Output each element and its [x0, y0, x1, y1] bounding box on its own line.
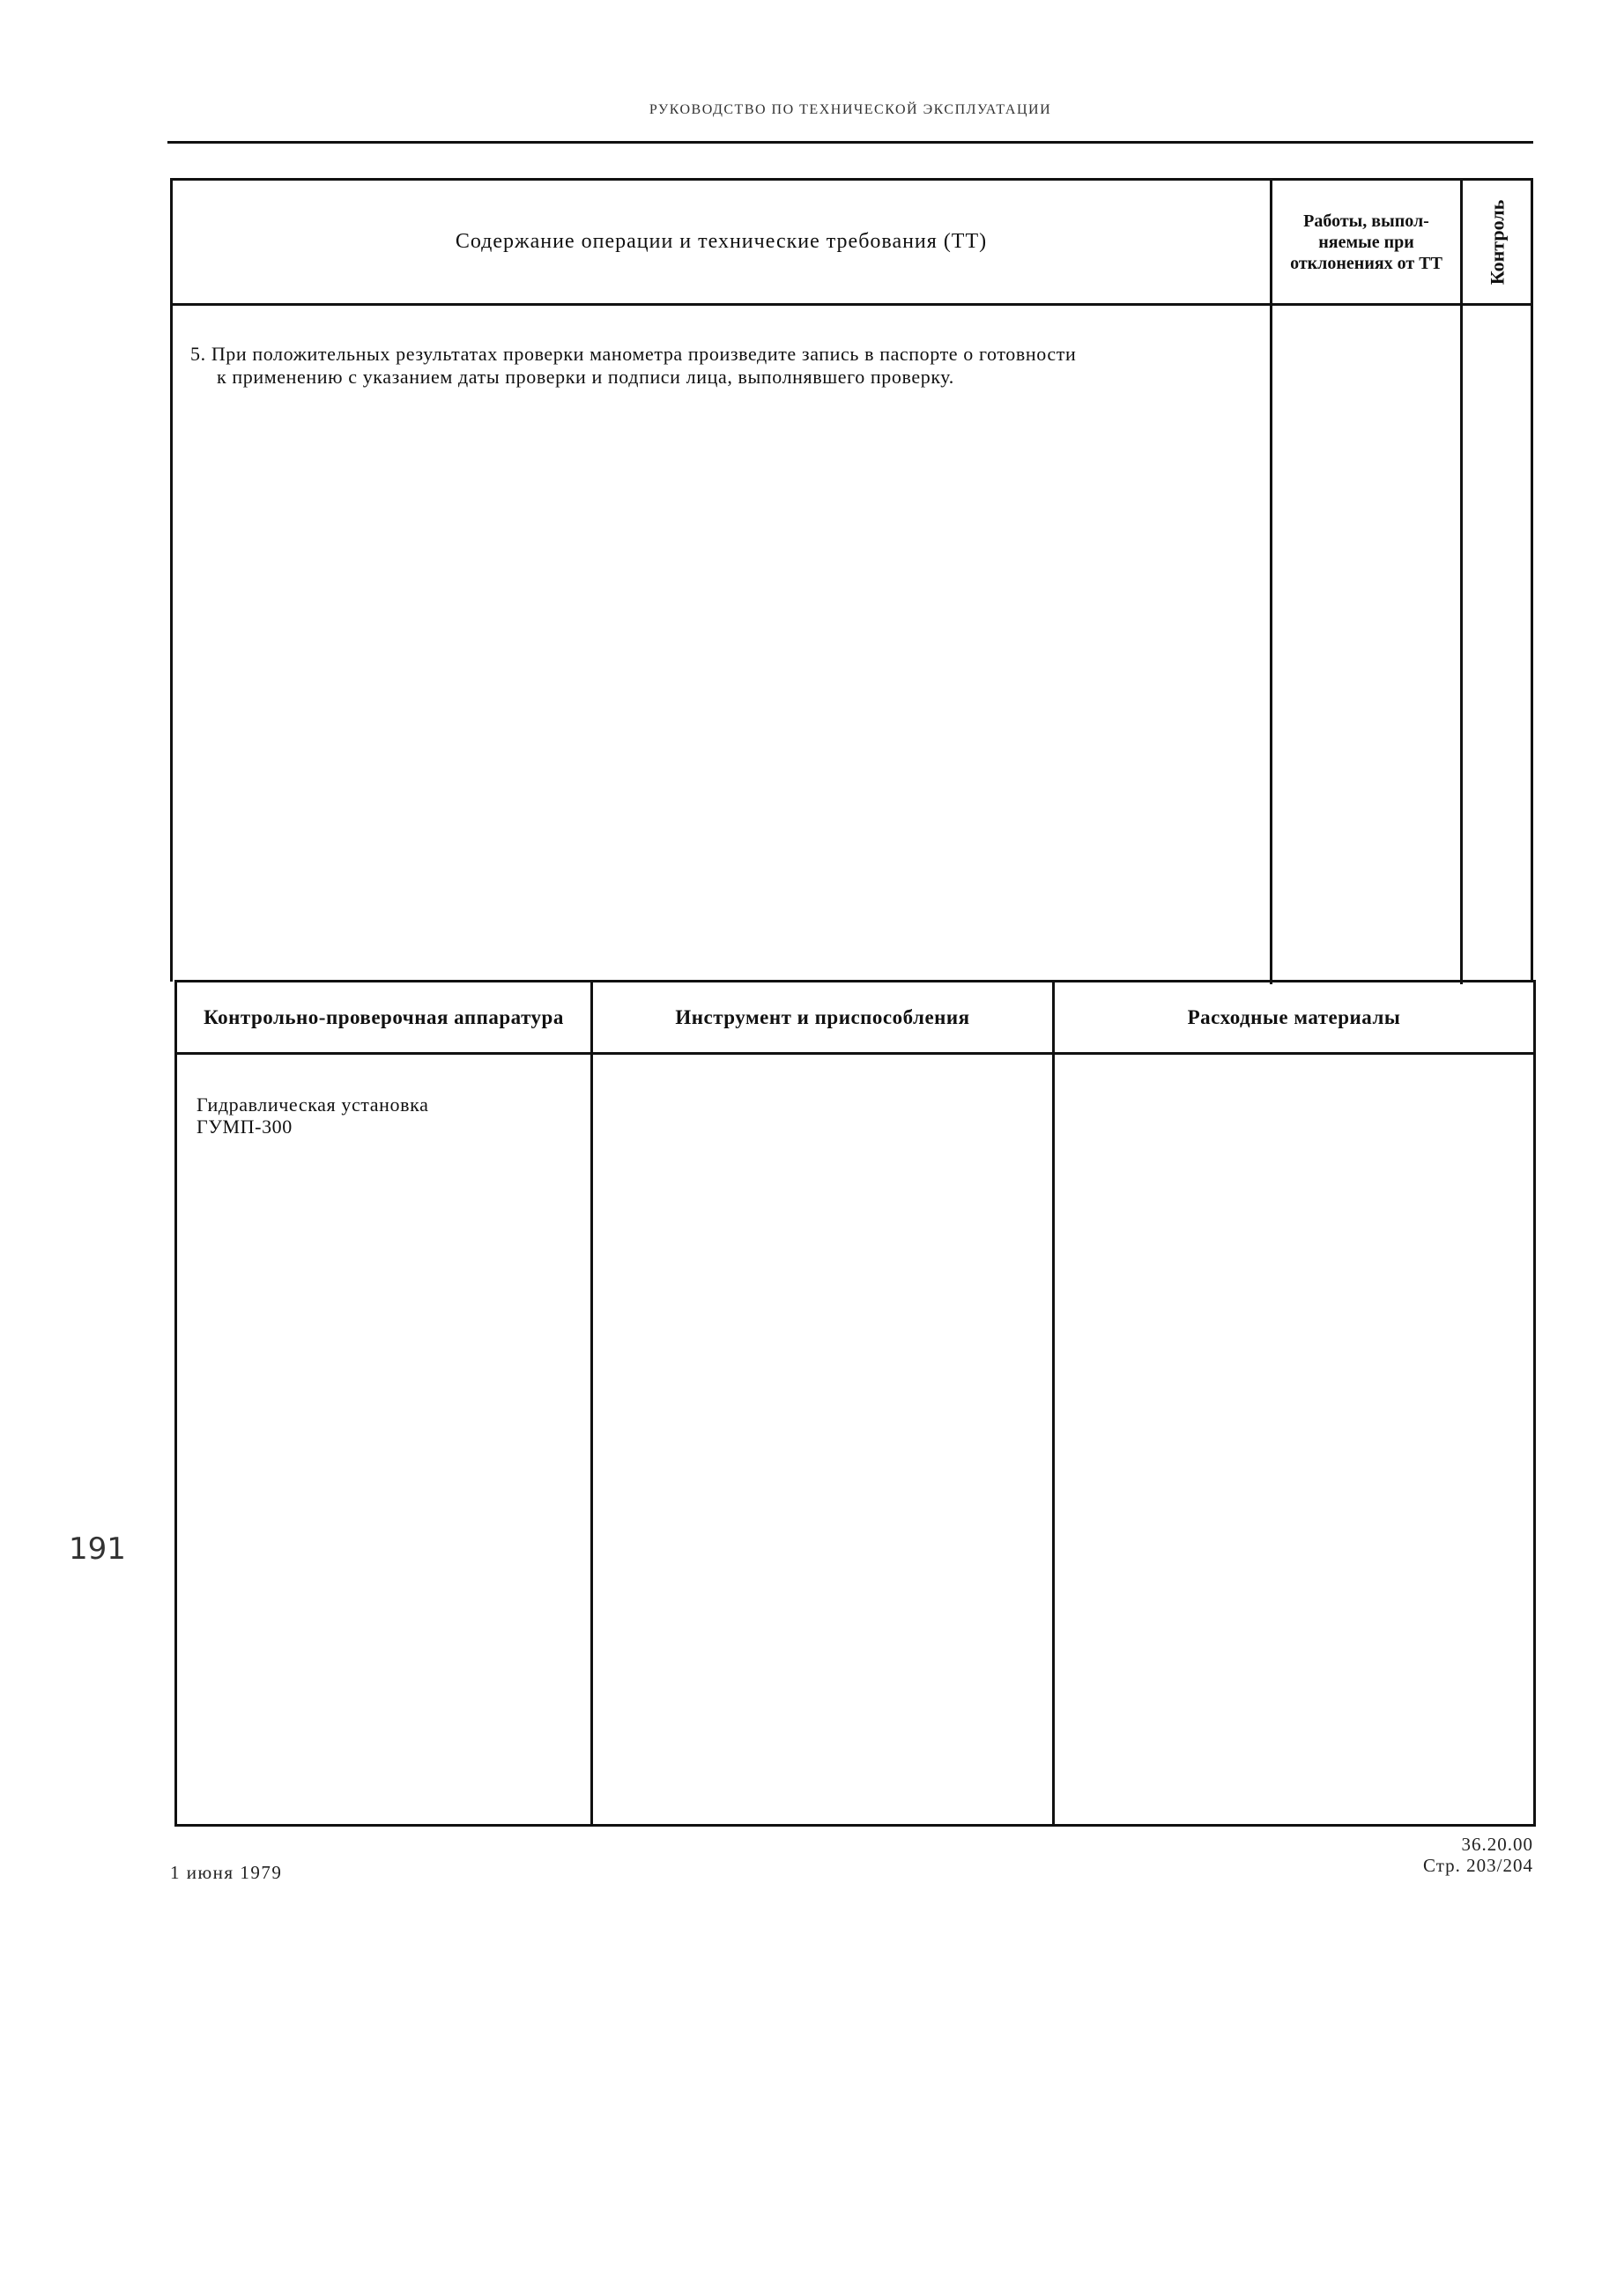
operation-step-text-1: При положительных результатах проверки манометра произведите запись в паспорте о готовности: [211, 343, 1077, 365]
column-header-operation-content: Содержание операции и технические требования (ТТ): [173, 181, 1272, 306]
column-header-deviation-works: Работы, выпол-няемые при отклонениях от ТТ: [1272, 181, 1463, 306]
column-header-tools: Инструмент и приспособления: [593, 982, 1055, 1055]
operation-step-number: 5.: [190, 343, 206, 365]
footer-page-info: [1339, 1834, 1533, 1876]
operation-content-cell: [173, 306, 1272, 984]
test-equipment-line-1: Гидравлическая установка: [197, 1094, 429, 1116]
test-equipment-line-2: ГУМП-300: [197, 1116, 293, 1138]
footer-section-code: 36.20.00: [1461, 1834, 1533, 1855]
operations-table: [170, 178, 1533, 982]
header-rule: [167, 141, 1533, 144]
test-equipment-cell: [177, 1055, 593, 1824]
operation-step-line-2: к применению с указанием даты проверки и подписи лица, выполнявшего проверку.: [217, 366, 954, 388]
column-header-test-equipment: Контрольно-проверочная аппаратура: [177, 982, 593, 1055]
test-equipment-entry: [177, 1055, 590, 1138]
margin-handwritten-mark: 191: [69, 1531, 126, 1567]
resources-table: [174, 980, 1536, 1827]
deviation-works-cell: [1272, 306, 1463, 984]
column-header-control: [1463, 181, 1531, 306]
operation-step-line-1: [190, 343, 1252, 366]
consumables-cell: [1055, 1055, 1533, 1824]
column-header-control-label: Контроль: [1486, 199, 1508, 285]
document-header-title: РУКОВОДСТВО ПО ТЕХНИЧЕСКОЙ ЭКСПЛУАТАЦИИ: [649, 102, 1052, 117]
tools-cell: [593, 1055, 1055, 1824]
footer-date: 1 июня 1979: [170, 1862, 283, 1883]
column-header-consumables: Расходные материалы: [1055, 982, 1533, 1055]
footer-page-number: Стр. 203/204: [1423, 1855, 1533, 1876]
